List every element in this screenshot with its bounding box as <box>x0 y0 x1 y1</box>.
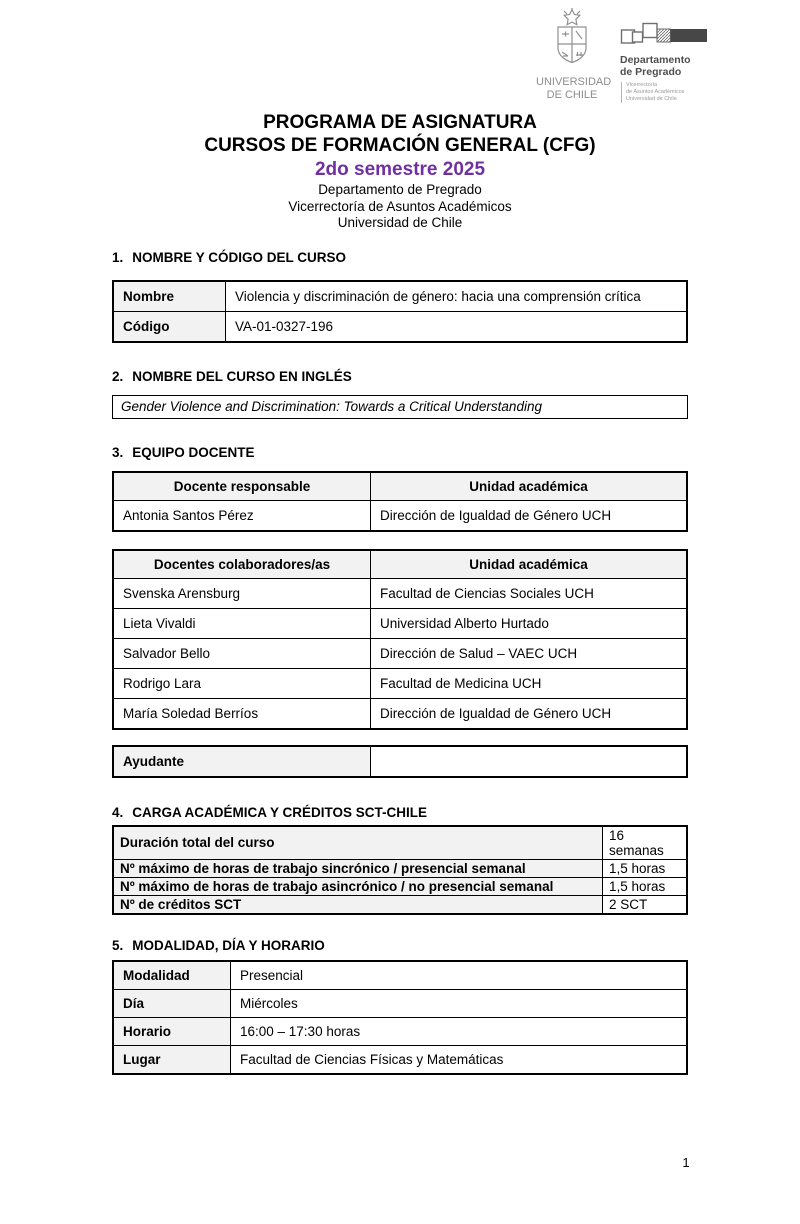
departamento-pregrado-logo <box>620 8 712 103</box>
docente-name: Antonia Santos Pérez <box>113 500 371 531</box>
heading-number: 2. <box>112 368 124 384</box>
heading-number: 4. <box>112 804 124 820</box>
pregrado-logo-subtext-line3: Universidad de Chile <box>626 96 677 102</box>
subtitle-vicerrectoria: Vicerrectoría de Asuntos Académicos <box>288 198 512 214</box>
docente-unidad: Universidad Alberto Hurtado <box>371 608 688 638</box>
pregrado-logo-title-line2: de Pregrado <box>620 66 682 78</box>
creditos-sct-label: Nº de créditos SCT <box>113 895 603 914</box>
table-row <box>113 608 687 638</box>
table-row <box>113 500 687 531</box>
heading-number: 5. <box>112 937 124 953</box>
heading-text: EQUIPO DOCENTE <box>132 444 255 460</box>
table-row <box>113 698 687 729</box>
universidad-de-chile-logo <box>536 8 612 102</box>
table-row <box>113 989 687 1017</box>
subtitle-universidad: Universidad de Chile <box>337 215 463 230</box>
docente-unidad: Dirección de Salud – VAEC UCH <box>371 638 688 668</box>
heading-text: NOMBRE DEL CURSO EN INGLÉS <box>132 368 352 384</box>
docente-unidad: Facultad de Medicina UCH <box>371 668 688 698</box>
table-header-row <box>113 472 687 501</box>
lugar-label: Lugar <box>113 1045 231 1074</box>
subtitle-departamento: Departamento de Pregrado <box>318 182 482 197</box>
semester-subtitle: 2do semestre 2025 <box>314 159 486 180</box>
heading-carga-academica <box>112 805 688 820</box>
pregrado-logo-title-line1: Departamento <box>620 54 691 66</box>
table-row <box>113 668 687 698</box>
course-name-value: Violencia y discriminación de género: hacia una comprensión crítica <box>226 281 688 312</box>
page-title-line1: PROGRAMA DE ASIGNATURA <box>263 112 537 133</box>
heading-text: MODALIDAD, DÍA Y HORARIO <box>132 937 325 953</box>
heading-text: CARGA ACADÉMICA Y CRÉDITOS SCT-CHILE <box>132 804 428 820</box>
page-number: 1 <box>682 1155 690 1170</box>
header-logos <box>536 8 712 103</box>
heading-nombre-ingles <box>112 369 688 384</box>
pregrado-squares-icon <box>620 22 708 45</box>
uchile-logo-text-line2: DE CHILE <box>546 89 598 101</box>
heading-number: 3. <box>112 444 124 460</box>
duracion-value: 16 semanas <box>603 826 688 860</box>
horas-asincronico-label: Nº máximo de horas de trabajo asincrónico / no presencial semanal <box>113 877 603 895</box>
modalidad-value: Presencial <box>231 961 688 990</box>
course-code-label: Código <box>113 311 226 342</box>
lugar-value: Facultad de Ciencias Físicas y Matemáticas <box>231 1045 688 1074</box>
horario-value: 16:00 – 17:30 horas <box>231 1017 688 1045</box>
table-row <box>113 311 687 342</box>
horas-sincronico-value: 1,5 horas <box>603 859 688 877</box>
modalidad-label: Modalidad <box>113 961 231 990</box>
docente-name: María Soledad Berríos <box>113 698 371 729</box>
heading-nombre-codigo <box>112 250 688 265</box>
ayudante-table <box>112 745 688 778</box>
horas-sincronico-label: Nº máximo de horas de trabajo sincrónico / presencial semanal <box>113 859 603 877</box>
docente-responsable-table <box>112 471 688 532</box>
heading-number: 1. <box>112 249 124 265</box>
dia-value: Miércoles <box>231 989 688 1017</box>
uchile-crest-icon <box>544 8 600 70</box>
heading-text: NOMBRE Y CÓDIGO DEL CURSO <box>132 249 347 265</box>
docente-name: Rodrigo Lara <box>113 668 371 698</box>
course-name-table <box>112 280 688 343</box>
docente-name: Svenska Arensburg <box>113 578 371 608</box>
table-row <box>113 877 687 895</box>
docente-name: Salvador Bello <box>113 638 371 668</box>
heading-modalidad <box>112 938 688 953</box>
table-header-row <box>113 550 687 579</box>
column-header-unidad-academica: Unidad académica <box>371 550 688 579</box>
carga-academica-table <box>112 825 688 915</box>
creditos-sct-value: 2 SCT <box>603 895 688 914</box>
table-row <box>113 1017 687 1045</box>
document-body <box>112 250 688 1075</box>
table-row <box>113 1045 687 1074</box>
heading-equipo-docente <box>112 445 688 460</box>
course-name-label: Nombre <box>113 281 226 312</box>
table-row <box>113 961 687 990</box>
duracion-label: Duración total del curso <box>113 826 603 860</box>
table-row <box>113 578 687 608</box>
dia-label: Día <box>113 989 231 1017</box>
table-row <box>113 859 687 877</box>
column-header-unidad-academica: Unidad académica <box>371 472 688 501</box>
docentes-colaboradores-table <box>112 549 688 730</box>
ayudante-value <box>371 746 688 777</box>
modalidad-table <box>112 960 688 1075</box>
column-header-docente-responsable: Docente responsable <box>113 472 371 501</box>
table-row <box>113 638 687 668</box>
table-row <box>113 746 687 777</box>
uchile-logo-text-line1: UNIVERSIDAD <box>536 76 612 88</box>
course-code-value: VA-01-0327-196 <box>226 311 688 342</box>
horario-label: Horario <box>113 1017 231 1045</box>
pregrado-logo-subtext-line2: de Asuntos Académicos <box>626 89 685 95</box>
table-row <box>113 826 687 860</box>
table-row <box>113 895 687 914</box>
pregrado-logo-subtext <box>621 82 712 103</box>
docente-unidad: Facultad de Ciencias Sociales UCH <box>371 578 688 608</box>
pregrado-logo-subtext-line1: Vicerrectoría <box>626 82 658 88</box>
page-title-line2: CURSOS DE FORMACIÓN GENERAL (CFG) <box>204 135 596 156</box>
english-name-box: Gender Violence and Discrimination: Towards a Critical Understanding <box>112 395 688 419</box>
ayudante-label: Ayudante <box>113 746 371 777</box>
horas-asincronico-value: 1,5 horas <box>603 877 688 895</box>
docente-name: Lieta Vivaldi <box>113 608 371 638</box>
docente-unidad: Dirección de Igualdad de Género UCH <box>371 500 688 531</box>
docente-unidad: Dirección de Igualdad de Género UCH <box>371 698 688 729</box>
table-row <box>113 281 687 312</box>
column-header-docentes-colaboradores: Docentes colaboradores/as <box>113 550 371 579</box>
